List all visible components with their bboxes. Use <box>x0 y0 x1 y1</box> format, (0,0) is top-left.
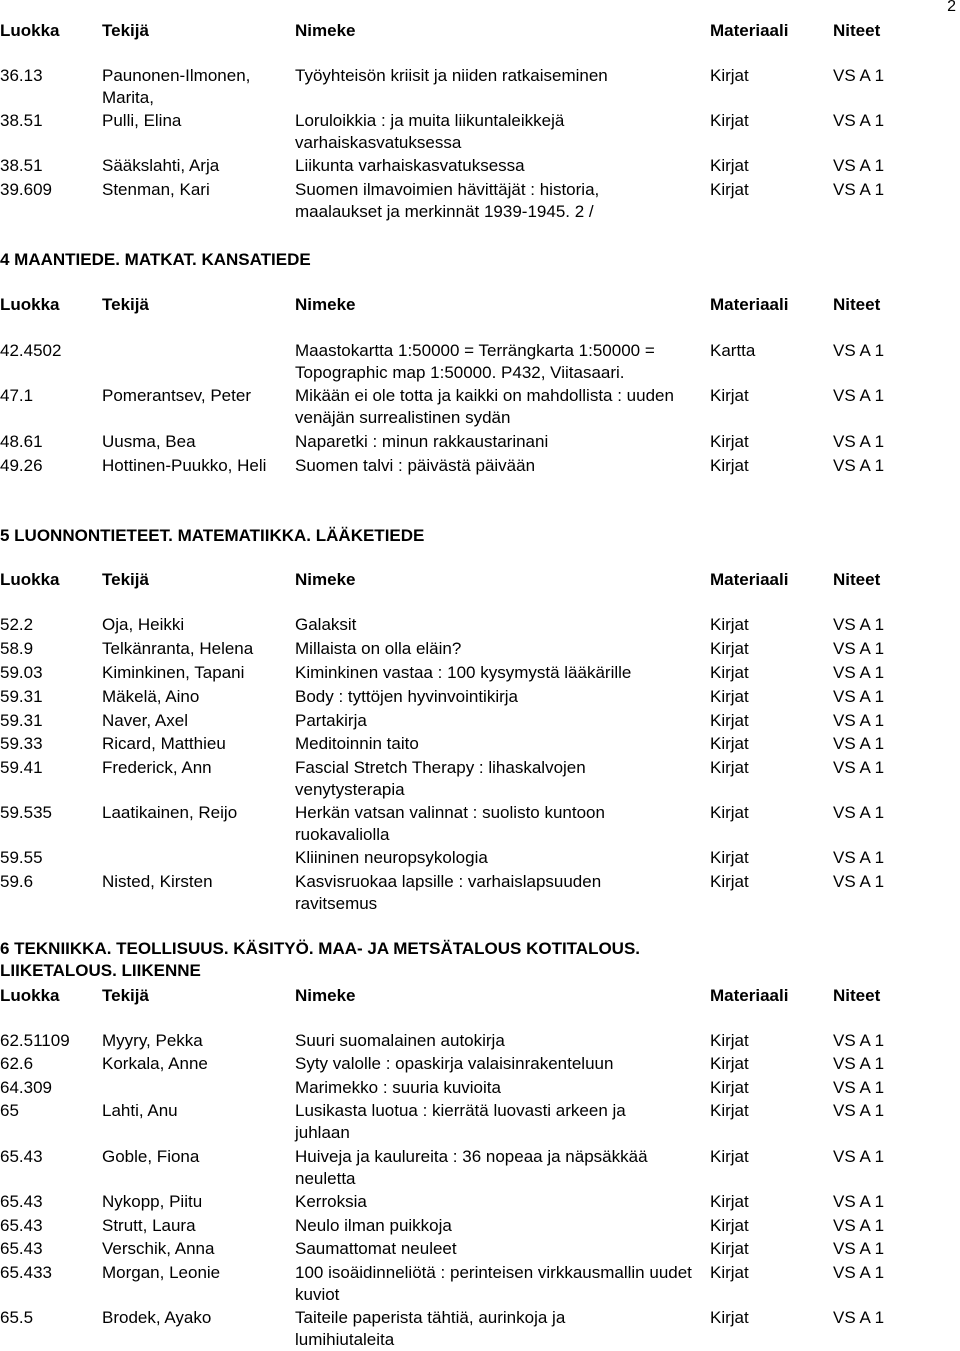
cell-niteet: VS A 1 <box>833 111 885 130</box>
cell-tekija: Telkänranta, Helena <box>102 639 254 658</box>
cell-nimeke: Naparetki : minun rakkaustarinani <box>295 432 549 451</box>
cell-luokka: 58.9 <box>0 639 34 658</box>
cell-nimeke: Syty valolle : opaskirja valaisinrakenteluun <box>295 1054 614 1073</box>
table-row <box>0 871 960 913</box>
cell-nimeke: Suuri suomalainen autokirja <box>295 1031 505 1050</box>
section-title-line2: LIIKETALOUS. LIIKENNE <box>0 961 201 980</box>
cell-tekija: Goble, Fiona <box>102 1147 200 1166</box>
column-header-materiaali: Materiaali <box>710 986 789 1005</box>
cell-niteet: VS A 1 <box>833 432 885 451</box>
column-header-materiaali: Materiaali <box>710 21 789 40</box>
column-header-luokka: Luokka <box>0 295 60 314</box>
cell-luokka: 38.51 <box>0 156 43 175</box>
table-row <box>0 385 960 427</box>
cell-niteet: VS A 1 <box>833 1192 885 1211</box>
cell-tekija: Paunonen-Ilmonen, Marita, <box>102 66 251 107</box>
cell-niteet: VS A 1 <box>833 66 885 85</box>
cell-materiaali: Kirjat <box>710 872 749 891</box>
cell-materiaali: Kirjat <box>710 734 749 753</box>
cell-nimeke: 100 isoäidinneliötä : perinteisen virkkausmallin uudet kuviot <box>295 1263 692 1304</box>
table-header <box>0 985 960 1007</box>
cell-tekija: Nykopp, Piitu <box>102 1192 203 1211</box>
cell-niteet: VS A 1 <box>833 1147 885 1166</box>
cell-nimeke: Millaista on olla eläin? <box>295 639 462 658</box>
cell-nimeke: Mikään ei ole totta ja kaikki on mahdollista : uuden venäjän surrealistinen sydän <box>295 386 674 427</box>
table-row <box>0 1053 960 1075</box>
table-row <box>0 1262 960 1304</box>
cell-luokka: 48.61 <box>0 432 43 451</box>
table-row <box>0 65 960 107</box>
table-row <box>0 1100 960 1142</box>
cell-niteet: VS A 1 <box>833 803 885 822</box>
cell-niteet: VS A 1 <box>833 848 885 867</box>
cell-luokka: 59.03 <box>0 663 43 682</box>
cell-niteet: VS A 1 <box>833 1031 885 1050</box>
table-row <box>0 662 960 684</box>
cell-tekija: Nisted, Kirsten <box>102 872 213 891</box>
cell-nimeke: Galaksit <box>295 615 357 634</box>
cell-luokka: 62.6 <box>0 1054 34 1073</box>
cell-materiaali: Kirjat <box>710 111 749 130</box>
cell-nimeke: Kiminkinen vastaa : 100 kysymystä lääkärille <box>295 663 632 682</box>
table-row <box>0 614 960 636</box>
column-header-luokka: Luokka <box>0 570 60 589</box>
cell-luokka: 65.5 <box>0 1308 34 1327</box>
table-row <box>0 1307 960 1349</box>
table-row <box>0 1077 960 1099</box>
column-header-materiaali: Materiaali <box>710 570 789 589</box>
column-header-luokka: Luokka <box>0 21 60 40</box>
cell-nimeke: Maastokartta 1:50000 = Terrängkarta 1:50000 = Topographic map 1:50000. P432, Viitasaari. <box>295 341 655 382</box>
cell-materiaali: Kirjat <box>710 432 749 451</box>
cell-materiaali: Kirjat <box>710 1263 749 1282</box>
cell-tekija: Pomerantsev, Peter <box>102 386 251 405</box>
cell-luokka: 59.31 <box>0 711 43 730</box>
cell-niteet: VS A 1 <box>833 1054 885 1073</box>
column-header-tekija: Tekijä <box>102 986 149 1005</box>
column-header-niteet: Niteet <box>833 21 881 40</box>
cell-materiaali: Kirjat <box>710 386 749 405</box>
cell-materiaali: Kirjat <box>710 66 749 85</box>
table-row <box>0 686 960 708</box>
table-row <box>0 340 960 382</box>
cell-tekija: Frederick, Ann <box>102 758 212 777</box>
table-row <box>0 1191 960 1213</box>
table-row <box>0 710 960 732</box>
column-header-materiaali: Materiaali <box>710 295 789 314</box>
section-title: 6 TEKNIIKKA. TEOLLISUUS. KÄSITYÖ. MAA- JA METSÄTALOUS KOTITALOUS. <box>0 939 641 958</box>
cell-tekija: Verschik, Anna <box>102 1239 215 1258</box>
cell-tekija: Laatikainen, Reijo <box>102 803 238 822</box>
cell-luokka: 59.33 <box>0 734 43 753</box>
table-row <box>0 802 960 844</box>
cell-niteet: VS A 1 <box>833 456 885 475</box>
cell-materiaali: Kirjat <box>710 687 749 706</box>
cell-materiaali: Kirjat <box>710 803 749 822</box>
column-header-niteet: Niteet <box>833 986 881 1005</box>
cell-materiaali: Kirjat <box>710 1101 749 1120</box>
cell-nimeke: Loruloikkia : ja muita liikuntaleikkejä varhaiskasvatuksessa <box>295 111 565 152</box>
cell-luokka: 64.309 <box>0 1078 52 1097</box>
cell-luokka: 59.55 <box>0 848 43 867</box>
column-header-tekija: Tekijä <box>102 21 149 40</box>
table-row <box>0 757 960 799</box>
cell-tekija: Mäkelä, Aino <box>102 687 200 706</box>
cell-niteet: VS A 1 <box>833 663 885 682</box>
cell-niteet: VS A 1 <box>833 156 885 175</box>
cell-luokka: 65.43 <box>0 1239 43 1258</box>
table-row <box>0 1238 960 1260</box>
cell-niteet: VS A 1 <box>833 341 885 360</box>
cell-materiaali: Kirjat <box>710 848 749 867</box>
cell-tekija: Brodek, Ayako <box>102 1308 212 1327</box>
cell-luokka: 47.1 <box>0 386 34 405</box>
cell-nimeke: Meditoinnin taito <box>295 734 419 753</box>
table-row <box>0 431 960 453</box>
column-header-luokka: Luokka <box>0 986 60 1005</box>
cell-luokka: 59.41 <box>0 758 43 777</box>
cell-luokka: 62.51109 <box>0 1031 70 1050</box>
column-header-tekija: Tekijä <box>102 295 149 314</box>
cell-niteet: VS A 1 <box>833 639 885 658</box>
cell-nimeke: Kasvisruokaa lapsille : varhaislapsuuden ravitsemus <box>295 872 602 913</box>
cell-luokka: 49.26 <box>0 456 43 475</box>
cell-materiaali: Kirjat <box>710 1192 749 1211</box>
cell-materiaali: Kirjat <box>710 711 749 730</box>
cell-tekija: Ricard, Matthieu <box>102 734 226 753</box>
table-row <box>0 179 960 221</box>
cell-niteet: VS A 1 <box>833 1101 885 1120</box>
cell-nimeke: Kerroksia <box>295 1192 367 1211</box>
cell-niteet: VS A 1 <box>833 615 885 634</box>
column-header-tekija: Tekijä <box>102 570 149 589</box>
table-row <box>0 847 960 869</box>
cell-materiaali: Kirjat <box>710 156 749 175</box>
cell-materiaali: Kirjat <box>710 456 749 475</box>
table-row <box>0 155 960 177</box>
cell-materiaali: Kirjat <box>710 1054 749 1073</box>
cell-niteet: VS A 1 <box>833 1308 885 1327</box>
cell-niteet: VS A 1 <box>833 1078 885 1097</box>
cell-nimeke: Huiveja ja kaulureita : 36 nopeaa ja näpsäkkää neuletta <box>295 1147 648 1188</box>
cell-materiaali: Kirjat <box>710 758 749 777</box>
cell-niteet: VS A 1 <box>833 872 885 891</box>
table-header <box>0 20 960 42</box>
cell-nimeke: Kliininen neuropsykologia <box>295 848 488 867</box>
table-row <box>0 1146 960 1188</box>
cell-nimeke: Lusikasta luotua : kierrätä luovasti arkeen ja juhlaan <box>295 1101 626 1142</box>
column-header-nimeke: Nimeke <box>295 570 356 589</box>
cell-niteet: VS A 1 <box>833 1263 885 1282</box>
table-header <box>0 294 960 316</box>
cell-tekija: Sääkslahti, Arja <box>102 156 220 175</box>
cell-luokka: 38.51 <box>0 111 43 130</box>
cell-tekija: Uusma, Bea <box>102 432 196 451</box>
cell-tekija: Oja, Heikki <box>102 615 185 634</box>
page-number: 2 <box>947 0 956 15</box>
section-title: 4 MAANTIEDE. MATKAT. KANSATIEDE <box>0 250 311 269</box>
cell-tekija: Stenman, Kari <box>102 180 210 199</box>
cell-nimeke: Taiteile paperista tähtiä, aurinkoja ja lumihiutaleita <box>295 1308 566 1349</box>
cell-nimeke: Suomen ilmavoimien hävittäjät : historia, maalaukset ja merkinnät 1939-1945. 2 / <box>295 180 600 221</box>
cell-nimeke: Neulo ilman puikkoja <box>295 1216 452 1235</box>
cell-materiaali: Kirjat <box>710 1078 749 1097</box>
cell-materiaali: Kirjat <box>710 1216 749 1235</box>
cell-niteet: VS A 1 <box>833 180 885 199</box>
cell-luokka: 65 <box>0 1101 19 1120</box>
table-row <box>0 1215 960 1237</box>
cell-nimeke: Partakirja <box>295 711 367 730</box>
cell-luokka: 65.43 <box>0 1192 43 1211</box>
cell-nimeke: Fascial Stretch Therapy : lihaskalvojen venytysterapia <box>295 758 586 799</box>
table-row <box>0 638 960 660</box>
cell-luokka: 65.43 <box>0 1216 43 1235</box>
cell-tekija: Naver, Axel <box>102 711 188 730</box>
cell-luokka: 59.6 <box>0 872 34 891</box>
column-header-nimeke: Nimeke <box>295 21 356 40</box>
column-header-nimeke: Nimeke <box>295 986 356 1005</box>
cell-materiaali: Kirjat <box>710 663 749 682</box>
cell-nimeke: Saumattomat neuleet <box>295 1239 457 1258</box>
table-row <box>0 1030 960 1052</box>
cell-tekija: Pulli, Elina <box>102 111 182 130</box>
cell-tekija: Kiminkinen, Tapani <box>102 663 245 682</box>
cell-tekija: Hottinen-Puukko, Heli <box>102 456 267 475</box>
cell-luokka: 39.609 <box>0 180 52 199</box>
cell-luokka: 65.433 <box>0 1263 52 1282</box>
cell-materiaali: Kirjat <box>710 639 749 658</box>
cell-niteet: VS A 1 <box>833 734 885 753</box>
cell-luokka: 36.13 <box>0 66 43 85</box>
section-title: 5 LUONNONTIETEET. MATEMATIIKKA. LÄÄKETIEDE <box>0 526 425 545</box>
cell-nimeke: Suomen talvi : päivästä päivään <box>295 456 536 475</box>
cell-tekija: Lahti, Anu <box>102 1101 178 1120</box>
cell-nimeke: Työyhteisön kriisit ja niiden ratkaiseminen <box>295 66 608 85</box>
table-row <box>0 110 960 152</box>
column-header-niteet: Niteet <box>833 295 881 314</box>
cell-tekija: Myyry, Pekka <box>102 1031 203 1050</box>
cell-materiaali: Kirjat <box>710 1031 749 1050</box>
cell-niteet: VS A 1 <box>833 711 885 730</box>
cell-luokka: 52.2 <box>0 615 34 634</box>
cell-materiaali: Kirjat <box>710 180 749 199</box>
cell-niteet: VS A 1 <box>833 758 885 777</box>
column-header-nimeke: Nimeke <box>295 295 356 314</box>
cell-luokka: 65.43 <box>0 1147 43 1166</box>
cell-materiaali: Kirjat <box>710 1239 749 1258</box>
cell-nimeke: Liikunta varhaiskasvatuksessa <box>295 156 525 175</box>
cell-niteet: VS A 1 <box>833 1239 885 1258</box>
cell-materiaali: Kirjat <box>710 1147 749 1166</box>
cell-nimeke: Body : tyttöjen hyvinvointikirja <box>295 687 518 706</box>
column-header-niteet: Niteet <box>833 570 881 589</box>
table-row <box>0 733 960 755</box>
table-row <box>0 455 960 477</box>
cell-luokka: 42.4502 <box>0 341 62 360</box>
cell-luokka: 59.31 <box>0 687 43 706</box>
cell-materiaali: Kartta <box>710 341 756 360</box>
cell-niteet: VS A 1 <box>833 386 885 405</box>
cell-niteet: VS A 1 <box>833 1216 885 1235</box>
cell-nimeke: Marimekko : suuria kuvioita <box>295 1078 501 1097</box>
cell-nimeke: Herkän vatsan valinnat : suolisto kuntoon ruokavaliolla <box>295 803 605 844</box>
cell-luokka: 59.535 <box>0 803 52 822</box>
cell-niteet: VS A 1 <box>833 687 885 706</box>
table-header <box>0 569 960 591</box>
cell-materiaali: Kirjat <box>710 1308 749 1327</box>
cell-tekija: Strutt, Laura <box>102 1216 196 1235</box>
cell-materiaali: Kirjat <box>710 615 749 634</box>
cell-tekija: Korkala, Anne <box>102 1054 208 1073</box>
cell-tekija: Morgan, Leonie <box>102 1263 221 1282</box>
